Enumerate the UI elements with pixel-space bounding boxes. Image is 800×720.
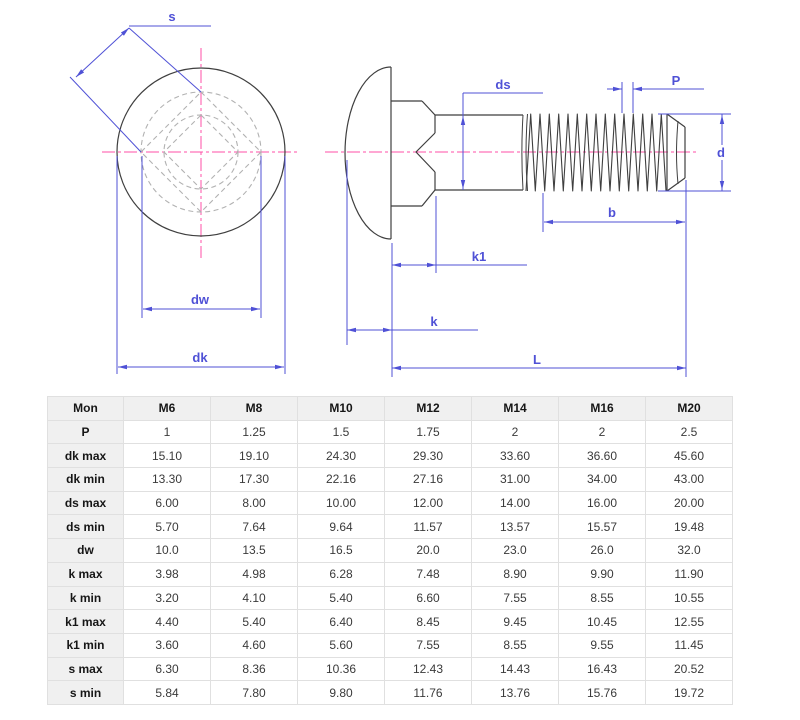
table-cell: 6.40 <box>298 610 385 634</box>
table-row <box>48 681 733 705</box>
table-row <box>48 539 733 563</box>
table-cell: 22.16 <box>298 468 385 492</box>
table-cell: 45.60 <box>646 444 733 468</box>
table-cell: 15.57 <box>559 515 646 539</box>
thread-runout <box>522 115 523 190</box>
dim-label-p: P <box>671 73 681 88</box>
table-cell: 12.43 <box>385 657 472 681</box>
table-cell: 24.30 <box>298 444 385 468</box>
table-cell: 13.57 <box>472 515 559 539</box>
row-label: P <box>48 420 124 444</box>
row-label: k max <box>48 562 124 586</box>
table-cell: 8.45 <box>385 610 472 634</box>
table-cell: 10.45 <box>559 610 646 634</box>
table-cell: 19.48 <box>646 515 733 539</box>
table-cell: 10.0 <box>124 539 211 563</box>
spec-table <box>47 396 733 705</box>
table-cell: 16.43 <box>559 657 646 681</box>
table-row <box>48 586 733 610</box>
row-label: ds max <box>48 491 124 515</box>
table-cell: 31.00 <box>472 468 559 492</box>
table-cell: 14.43 <box>472 657 559 681</box>
table-cell: 13.5 <box>211 539 298 563</box>
table-cell: 7.55 <box>472 586 559 610</box>
column-header: M8 <box>211 397 298 421</box>
centerlines <box>102 48 698 258</box>
table-cell: 5.84 <box>124 681 211 705</box>
column-header: M16 <box>559 397 646 421</box>
table-cell: 9.45 <box>472 610 559 634</box>
table-cell: 3.60 <box>124 633 211 657</box>
table-cell: 2.5 <box>646 420 733 444</box>
table-cell: 12.00 <box>385 491 472 515</box>
row-label: k1 min <box>48 633 124 657</box>
table-cell: 11.76 <box>385 681 472 705</box>
table-cell: 6.28 <box>298 562 385 586</box>
table-cell: 9.64 <box>298 515 385 539</box>
table-cell: 7.80 <box>211 681 298 705</box>
table-cell: 8.55 <box>559 586 646 610</box>
table-cell: 8.36 <box>211 657 298 681</box>
table-cell: 15.76 <box>559 681 646 705</box>
table-cell: 16.00 <box>559 491 646 515</box>
table-cell: 26.0 <box>559 539 646 563</box>
table-cell: 13.30 <box>124 468 211 492</box>
row-label: dw <box>48 539 124 563</box>
table-cell: 20.0 <box>385 539 472 563</box>
table-cell: 4.60 <box>211 633 298 657</box>
row-label: k1 max <box>48 610 124 634</box>
table-cell: 2 <box>472 420 559 444</box>
head-dome-arc <box>345 67 391 239</box>
table-cell: 11.45 <box>646 633 733 657</box>
dim-label-d: d <box>717 145 725 160</box>
table-cell: 1.75 <box>385 420 472 444</box>
row-label: k min <box>48 586 124 610</box>
table-cell: 27.16 <box>385 468 472 492</box>
table-cell: 4.40 <box>124 610 211 634</box>
table-cell: 34.00 <box>559 468 646 492</box>
table-cell: 29.30 <box>385 444 472 468</box>
table-cell: 20.52 <box>646 657 733 681</box>
dim-label-dw: dw <box>190 292 210 307</box>
table-cell: 9.90 <box>559 562 646 586</box>
table-cell: 3.20 <box>124 586 211 610</box>
dimension-arrowheads <box>76 28 724 370</box>
table-cell: 36.60 <box>559 444 646 468</box>
table-cell: 15.10 <box>124 444 211 468</box>
table-cell: 10.36 <box>298 657 385 681</box>
table-cell: 43.00 <box>646 468 733 492</box>
table-cell: 16.5 <box>298 539 385 563</box>
table-cell: 33.60 <box>472 444 559 468</box>
table-cell: 4.98 <box>211 562 298 586</box>
table-cell: 19.10 <box>211 444 298 468</box>
table-row <box>48 444 733 468</box>
column-header: M6 <box>124 397 211 421</box>
dimension-lines <box>70 26 731 377</box>
table-row <box>48 633 733 657</box>
row-label: dk max <box>48 444 124 468</box>
table-header-row <box>48 397 733 421</box>
corner-header: Mon <box>48 397 124 421</box>
table-cell: 5.40 <box>211 610 298 634</box>
dim-label-k1: k1 <box>471 249 487 264</box>
table-row <box>48 515 733 539</box>
table-cell: 8.55 <box>472 633 559 657</box>
table-cell: 1 <box>124 420 211 444</box>
table-cell: 4.10 <box>211 586 298 610</box>
table-cell: 2 <box>559 420 646 444</box>
table-cell: 7.55 <box>385 633 472 657</box>
column-header: M12 <box>385 397 472 421</box>
dim-label-k: k <box>430 314 438 329</box>
dim-label-s: s <box>168 9 176 24</box>
table-cell: 8.90 <box>472 562 559 586</box>
table-cell: 5.40 <box>298 586 385 610</box>
table-cell: 5.60 <box>298 633 385 657</box>
table-cell: 1.25 <box>211 420 298 444</box>
table-cell: 5.70 <box>124 515 211 539</box>
table-row <box>48 491 733 515</box>
table-row <box>48 468 733 492</box>
table-cell: 11.57 <box>385 515 472 539</box>
dim-label-dk: dk <box>192 350 208 365</box>
table-row <box>48 610 733 634</box>
table-cell: 23.0 <box>472 539 559 563</box>
table-cell: 7.64 <box>211 515 298 539</box>
table-cell: 11.90 <box>646 562 733 586</box>
table-cell: 1.5 <box>298 420 385 444</box>
row-label: s max <box>48 657 124 681</box>
row-label: dk min <box>48 468 124 492</box>
table-cell: 8.00 <box>211 491 298 515</box>
table-cell: 10.00 <box>298 491 385 515</box>
table-row <box>48 420 733 444</box>
table-cell: 17.30 <box>211 468 298 492</box>
dim-label-ds: ds <box>495 77 511 92</box>
table-cell: 7.48 <box>385 562 472 586</box>
table-row <box>48 657 733 681</box>
dim-label-l: L <box>533 352 541 367</box>
table-cell: 10.55 <box>646 586 733 610</box>
table-cell: 6.60 <box>385 586 472 610</box>
column-header: M10 <box>298 397 385 421</box>
column-header: M20 <box>646 397 733 421</box>
row-label: ds min <box>48 515 124 539</box>
dim-label-b: b <box>608 205 616 220</box>
table-cell: 14.00 <box>472 491 559 515</box>
table-cell: 6.30 <box>124 657 211 681</box>
table-row <box>48 562 733 586</box>
column-header: M14 <box>472 397 559 421</box>
table-cell: 32.0 <box>646 539 733 563</box>
table-cell: 12.55 <box>646 610 733 634</box>
table-cell: 20.00 <box>646 491 733 515</box>
table-body <box>48 420 733 704</box>
table-cell: 9.80 <box>298 681 385 705</box>
row-label: s min <box>48 681 124 705</box>
table-cell: 9.55 <box>559 633 646 657</box>
table-cell: 3.98 <box>124 562 211 586</box>
table-cell: 13.76 <box>472 681 559 705</box>
table-cell: 19.72 <box>646 681 733 705</box>
table-cell: 6.00 <box>124 491 211 515</box>
